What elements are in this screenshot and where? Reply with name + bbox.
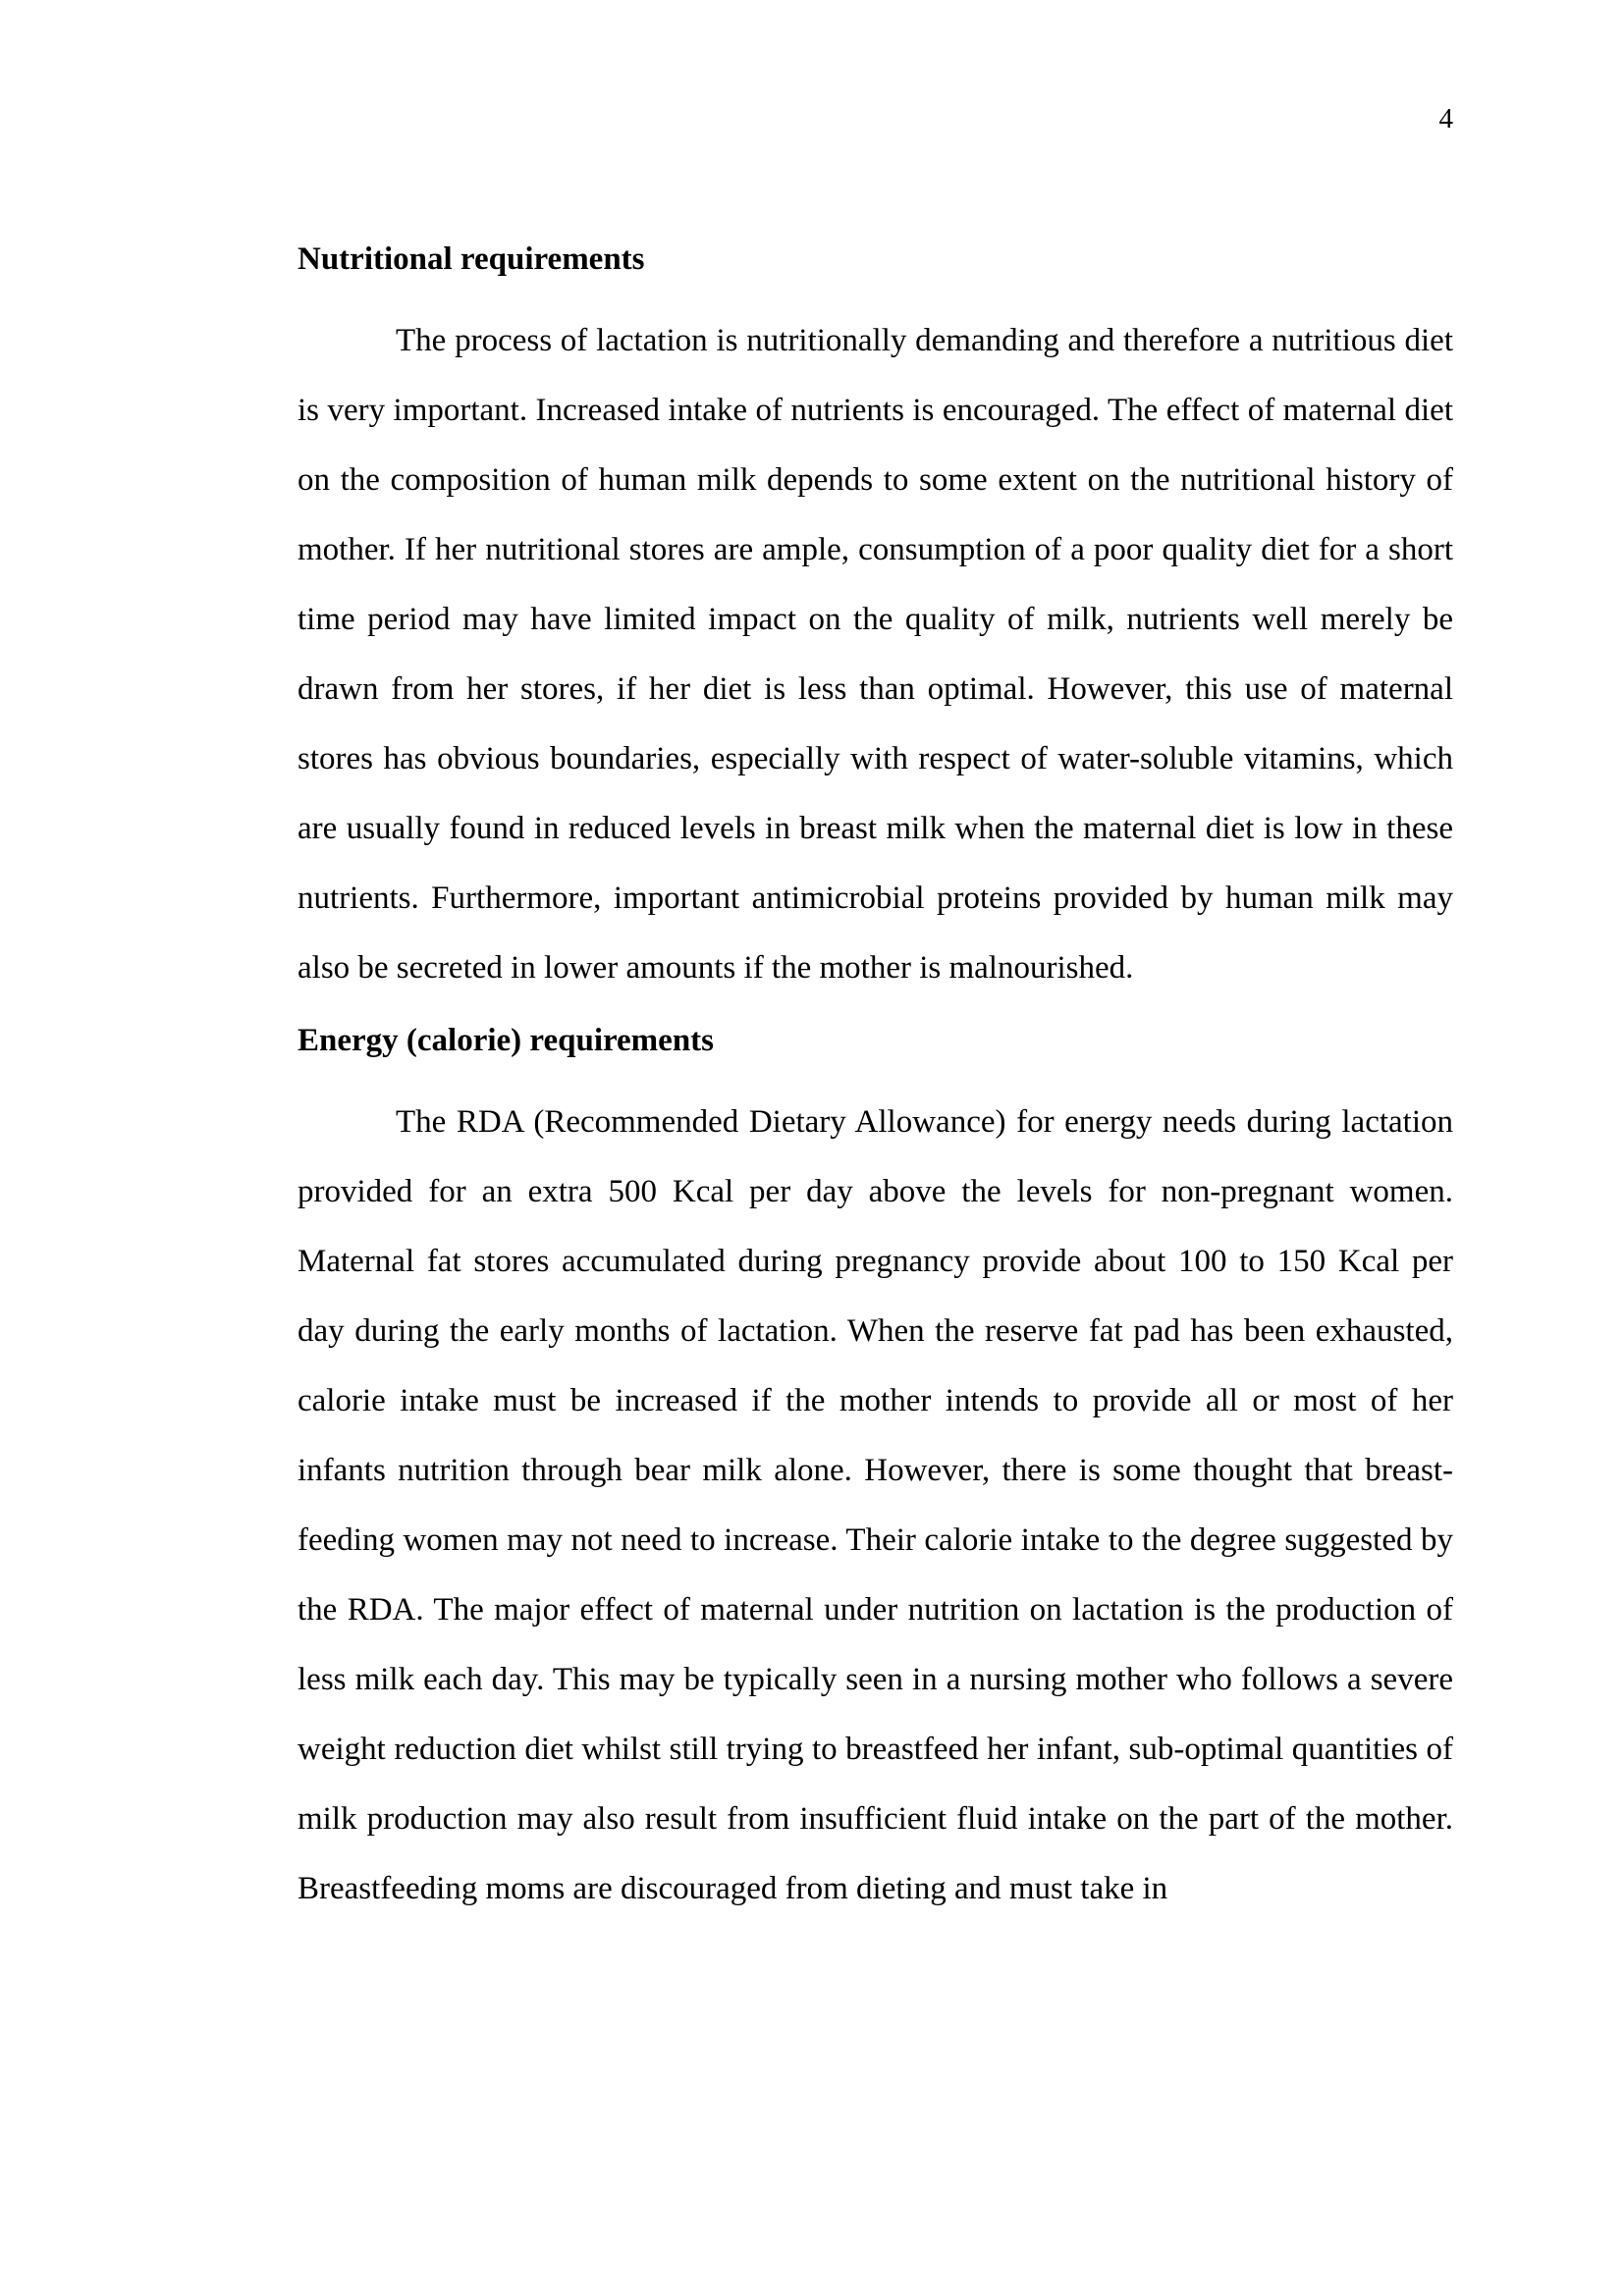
paragraph-energy-requirements: The RDA (Recommended Dietary Allowance) for energy needs during lactation provided for an extra 500 Kcal per day above the levels for non-pregnant women. Maternal fat stores accumulated during pregnancy provide about 100 to 150 Kcal per day during the early months of lactation. When the reserve fat pad has been exhausted, calorie intake must be increased if the mother intends to provide all or most of her infants nutrition through bear milk alone. However, there is some thought that breast-feeding women may not need to increase. Their calorie intake to the degree suggested by the RDA. The major effect of maternal under nutrition on lactation is the production of less milk each day. This may be typically seen in a nursing mother who follows a severe weight reduction diet whilst still trying to breastfeed her infant, sub-optimal quantities of milk production may also result from insufficient fluid intake on the part of the mother. Breastfeeding moms are discouraged from dieting and must take in bbox=[298, 1104, 1453, 1906]
page-number: 4 bbox=[1438, 103, 1453, 134]
paragraph-nutritional-requirements: The process of lactation is nutritionally demanding and therefore a nutritious diet is very important. Increased intake of nutrients is encouraged. The effect of maternal diet on the composition of human milk depends to some extent on the nutritional history of mother. If her nutritional stores are ample, consumption of a poor quality diet for a short time period may have limited impact on the quality of milk, nutrients well merely be drawn from her stores, if her diet is less than optimal. However, this use of maternal stores has obvious boundaries, especially with respect of water-soluble vitamins, which are usually found in reduced levels in breast milk when the maternal diet is low in these nutrients. Furthermore, important antimicrobial proteins provided by human milk may also be secreted in lower amounts if the mother is malnourished. bbox=[298, 323, 1453, 986]
section-heading-nutritional-requirements: Nutritional requirements bbox=[298, 241, 645, 277]
document-body bbox=[298, 236, 1453, 1924]
section-heading-energy-requirements: Energy (calorie) requirements bbox=[298, 1023, 715, 1058]
